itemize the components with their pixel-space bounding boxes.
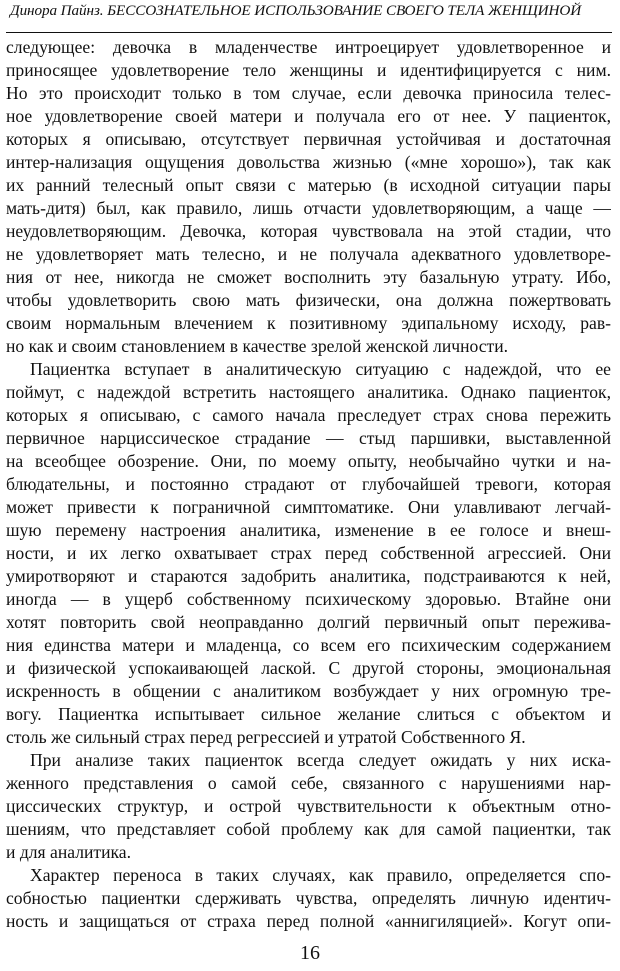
paragraph — [6, 358, 611, 749]
text-line: но как и своим становлением в качестве зрелой женской личности. — [6, 336, 509, 356]
text-line: мать-дитя) был, как правило, лишь отчасти удовлетворяющим, а чаще — — [6, 198, 611, 218]
text-line: женного представления о самой себе, связанного с нарушениями нар- — [6, 773, 611, 793]
text-line: своим нормальным влечением к позитивному эдипальному исходу, рав- — [6, 313, 611, 333]
text-line: хотят повторить свой неоправданно долгий первичный опыт пережива- — [6, 612, 611, 632]
text-line: шениям, что представляет собой проблему как для самой пациентки, так — [6, 819, 611, 839]
paragraph — [6, 36, 611, 358]
text-line: чтобы удовлетворить свою мать физически, она должна пожертвовать — [6, 290, 611, 310]
text-line: Пациентка вступает в аналитическую ситуацию с надеждой, что ее — [30, 359, 611, 379]
text-line: их ранний телесный опыт связи с матерью (в исходной ситуации пары — [6, 175, 611, 195]
text-line: не удовлетворяет мать телесно, и не получала адекватного удовлетворе- — [6, 244, 611, 264]
text-line: неудовлетворяющим. Девочка, которая чувствовала на этой стадии, что — [6, 221, 611, 241]
text-line: которых я описываю, с самого начала преследует страх снова пережить — [6, 405, 611, 425]
text-line: искренность в общении с аналитиком возбуждает у них огромную тре- — [6, 681, 611, 701]
text-line: собностью пациентки сдерживать чувства, определять личную идентич- — [6, 888, 611, 908]
text-line: вогу. Пациентка испытывает сильное желание слиться с объектом и — [6, 704, 611, 724]
text-line: блюдательны, и постоянно страдают от глубочайшей тревоги, которая — [6, 474, 611, 494]
text-line: приносящее удовлетворение тело женщины и идентифицируется с ним. — [6, 60, 611, 80]
paragraph — [6, 749, 611, 864]
text-line: Характер переноса в таких случаях, как правило, определяется спо- — [30, 865, 611, 885]
header-rule — [6, 32, 612, 33]
text-line: ния единства матери и младенца, со всем его психическим содержанием — [6, 635, 611, 655]
text-line: первичное нарциссическое страдание — стыд паршивки, выставленной — [6, 428, 611, 448]
text-line: ное удовлетворение своей матери и получала его от нее. У пациенток, — [6, 106, 611, 126]
text-line: и для аналитика. — [6, 842, 132, 862]
text-line: которых я описываю, отсутствует первичная устойчивая и достаточная — [6, 129, 611, 149]
body-text — [6, 36, 611, 933]
text-line: поймут, с надеждой встретить настоящего аналитика. Однако пациенток, — [6, 382, 611, 402]
text-line: циссических структур, и острой чувствительности к объектным отно- — [6, 796, 611, 816]
text-line: умиротворяют и стараются задобрить аналитика, подстраиваются к ней, — [6, 566, 611, 586]
text-line: шую перемену настроения аналитика, изменение в ее голосе и внеш- — [6, 520, 611, 540]
text-line: иногда — в ущерб собственному психическому здоровью. Втайне они — [6, 589, 611, 609]
text-line: ность и защищаться от страха перед полной «аннигиляцией». Когут опи- — [6, 911, 611, 931]
paragraph — [6, 864, 611, 933]
text-line: на всеобщее обозрение. Они, по моему опыту, необычайно чутки и на- — [6, 451, 611, 471]
page-number: 16 — [300, 942, 320, 964]
text-line: может привести к пограничной симптоматике. Они улавливают легчай- — [6, 497, 611, 517]
text-line: ния от нее, никогда не сможет восполнить эту базальную утрату. Ибо, — [6, 267, 611, 287]
text-line: ности, и их легко охватывает страх перед собственной агрессией. Они — [6, 543, 611, 563]
running-header: Динора Пайнз. БЕССОЗНАТЕЛЬНОЕ ИСПОЛЬЗОВАНИЕ СВОЕГО ТЕЛА ЖЕНЩИНОЙ — [10, 2, 582, 19]
text-line: Но это происходит только в том случае, если девочка приносила телес- — [6, 83, 611, 103]
text-line: При анализе таких пациенток всегда следует ожидать у них иска- — [30, 750, 611, 770]
text-line: интер-нализация ощущения довольства жизнью («мне хорошо»), так как — [6, 152, 611, 172]
text-line: следующее: девочка в младенчестве интроецирует удовлетворенное и — [6, 37, 611, 57]
text-line: и физической успокаивающей лаской. С другой стороны, эмоциональная — [6, 658, 611, 678]
text-line: столь же сильный страх перед регрессией и утратой Собственного Я. — [6, 727, 526, 747]
